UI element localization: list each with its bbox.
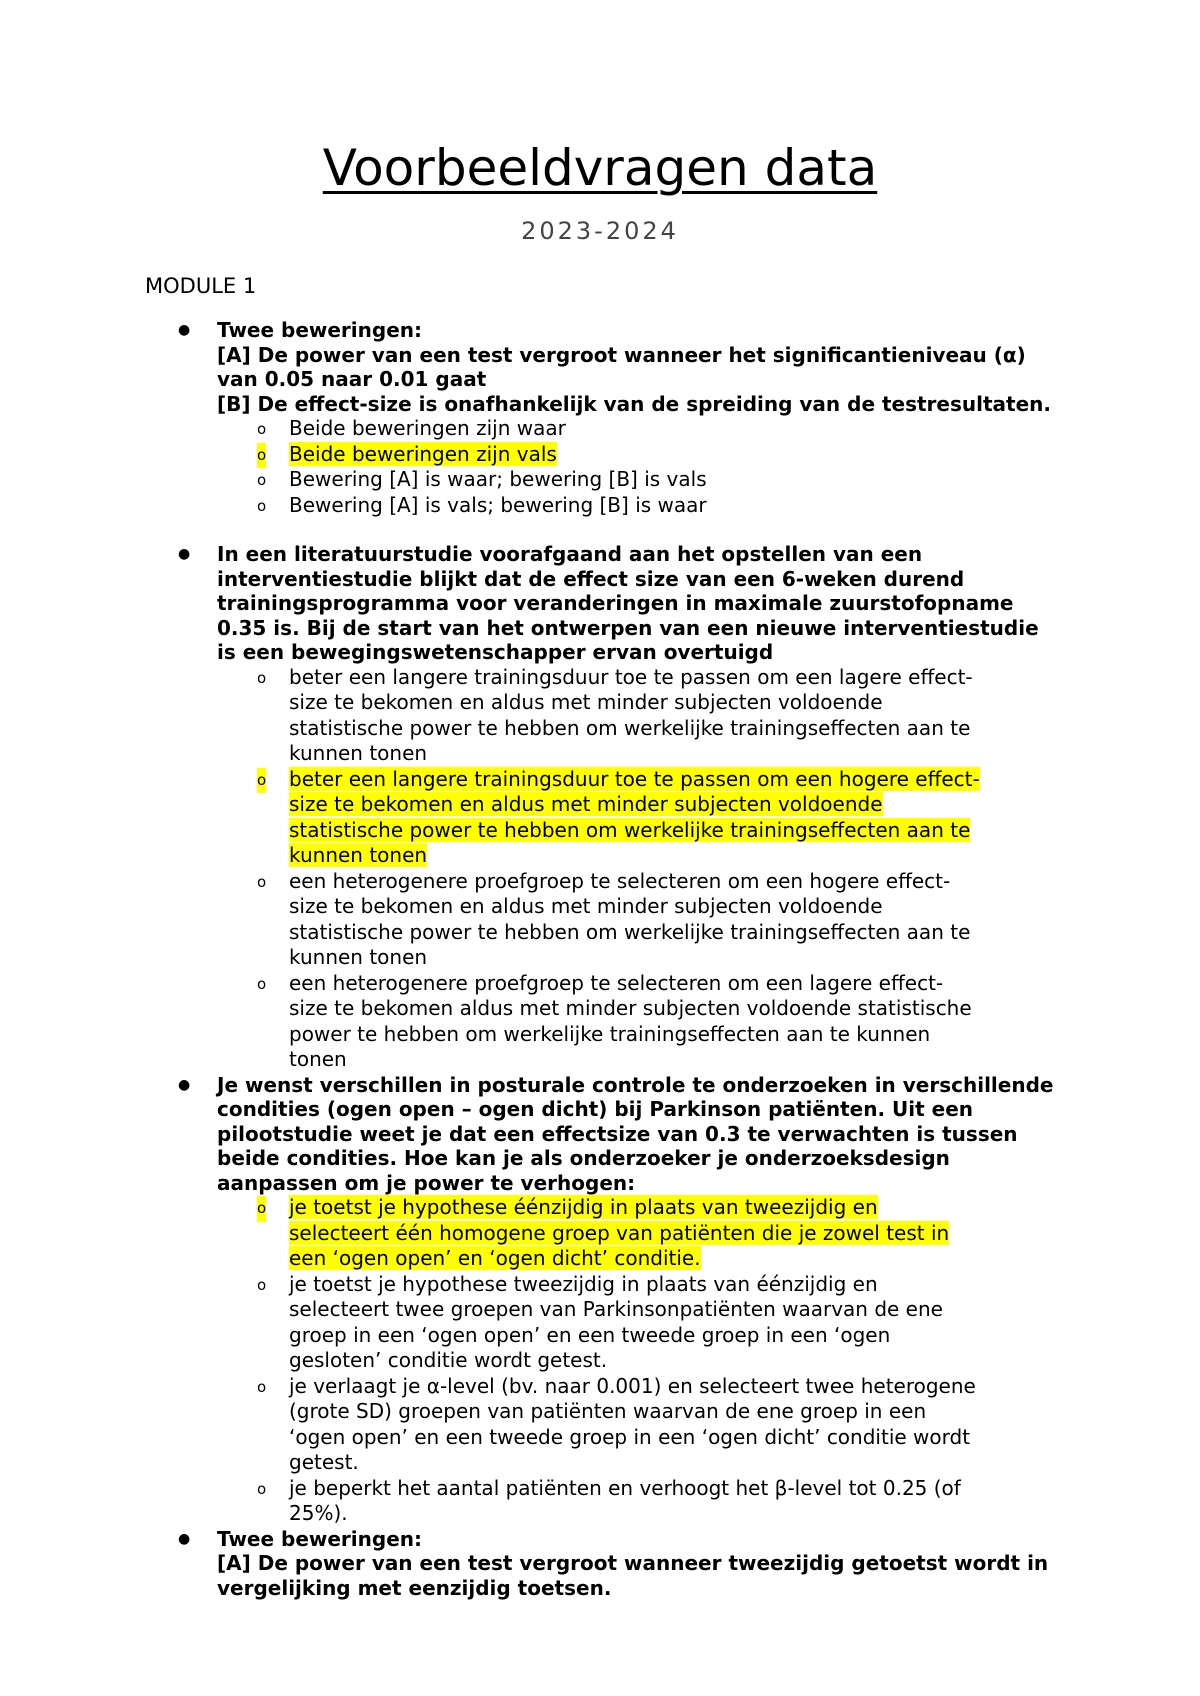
document-title: Voorbeeldvragen data (322, 139, 878, 197)
option-text: beter een langere trainingsduur toe te passen om een lagere effect-size te bekomen en aldus met minder subjecten voldoende statistische power te hebben om werkelijke trainingseffecten aan te kunnen tonen (289, 664, 973, 765)
question-stem: Twee beweringen: [A] De power van een test vergroot wanneer tweezijdig getoetst wordt in vergelijking met eenzijdig toetsen. (217, 1526, 1049, 1600)
circle-bullet-icon: o (257, 668, 267, 687)
circle-bullet-icon: o (257, 420, 267, 438)
circle-bullet-icon: o (257, 974, 267, 993)
option-item (217, 467, 980, 493)
question-stem: Je wenst verschillen in posturale controle te onderzoeken in verschillende condities (ogen open – ogen dicht) bij Parkinson patiënten. Uit een pilootstudie weet je dat een effectsize van 0.3 te verwachten is tussen beide condities. Hoe kan je als onderzoeker je onderzoeksdesign aanpassen om je power te verhogen: (217, 1072, 1054, 1195)
option-item (217, 1272, 980, 1374)
option-item (217, 665, 980, 767)
document-subtitle: 2023-2024 (521, 217, 679, 245)
option-text: je beperkt het aantal patiënten en verhoogt het β-level tot 0.25 (of 25%). (289, 1475, 961, 1525)
option-list (217, 416, 1060, 518)
option-list (217, 1195, 1060, 1527)
option-item (217, 869, 980, 971)
option-text: een heterogenere proefgroep te selecteren om een lagere effect-size te bekomen aldus met minder subjecten voldoende statistische power te hebben om werkelijke trainingseffecten aan te kunnen tonen (289, 970, 972, 1071)
option-item (217, 493, 980, 519)
option-item (217, 1476, 980, 1527)
option-item-correct (217, 767, 980, 869)
question-stem: In een literatuurstudie voorafgaand aan het opstellen van een interventiestudie blijkt dat de effect size van een 6-weken durend trainingsprogramma voor veranderingen in maximale zuurstofopname 0.35 is. Bij de start van het ontwerpen van een nieuwe interventiestudie is een bewegingswetenschapper ervan overtuigd (217, 542, 1039, 664)
question-1 (0, 318, 1200, 518)
option-item-correct (217, 1195, 980, 1272)
option-text: een heterogenere proefgroep te selecteren om een hogere effect-size te bekomen en aldus met minder subjecten voldoende statistische power te hebben om werkelijke trainingseffecten aan te kunnen tonen (289, 868, 971, 969)
question-stem: Twee beweringen: [A] De power van een test vergroot wanneer het significantieniveau (α) van 0.05 naar 0.01 gaat [B] De effect-size is onafhankelijk van de spreiding van de testresultaten. (217, 318, 1052, 416)
option-text: je toetst je hypothese éénzijdig in plaats van tweezijdig en selecteert één homogene groep van patiënten die je zowel test in een ‘ogen open’ en ‘ogen dicht’ conditie. (289, 1195, 950, 1270)
circle-bullet-icon: o (257, 1479, 267, 1498)
option-item (217, 971, 980, 1073)
question-list (0, 318, 1200, 1600)
circle-bullet-icon: o (257, 471, 267, 489)
option-list (217, 665, 1060, 1073)
circle-bullet-icon: o (257, 1196, 266, 1222)
option-text: Bewering [A] is vals; bewering [B] is waar (289, 492, 707, 517)
option-text: Bewering [A] is waar; bewering [B] is vals (289, 467, 707, 491)
bullet-icon: ● (178, 1076, 191, 1093)
circle-bullet-icon: o (257, 443, 266, 469)
module-heading: MODULE 1 (145, 274, 257, 298)
option-text: je toetst je hypothese tweezijdig in plaats van éénzijdig en selecteert twee groepen van Parkinsonpatiënten waarvan de ene groep in een ‘ogen open’ en een tweede groep in een ‘ogen gesloten’ conditie wordt getest. (289, 1271, 943, 1372)
circle-bullet-icon: o (257, 496, 267, 515)
circle-bullet-icon: o (257, 1377, 267, 1396)
question-2 (0, 542, 1200, 1073)
circle-bullet-icon: o (257, 872, 267, 891)
option-item (217, 416, 980, 442)
option-item (217, 1374, 980, 1476)
bullet-icon: ● (178, 322, 191, 338)
question-3 (0, 1073, 1200, 1527)
option-item-correct (217, 442, 980, 468)
circle-bullet-icon: o (257, 1275, 267, 1294)
option-text: Beide beweringen zijn waar (289, 416, 566, 440)
bullet-icon: ● (178, 1530, 191, 1547)
option-text: beter een langere trainingsduur toe te passen om een hogere effect-size te bekomen en aldus met minder subjecten voldoende statistische power te hebben om werkelijke trainingseffecten aan te kunnen tonen (289, 766, 980, 867)
question-4 (0, 1527, 1200, 1601)
circle-bullet-icon: o (257, 768, 266, 794)
option-text: je verlaagt je α-level (bv. naar 0.001) en selecteert twee heterogene (grote SD) groepen van patiënten waarvan de ene groep in een ‘ogen open’ en een tweede groep in een ‘ogen dicht’ conditie wordt getest. (289, 1373, 976, 1474)
option-text: Beide beweringen zijn vals (289, 441, 557, 466)
bullet-icon: ● (178, 546, 191, 562)
